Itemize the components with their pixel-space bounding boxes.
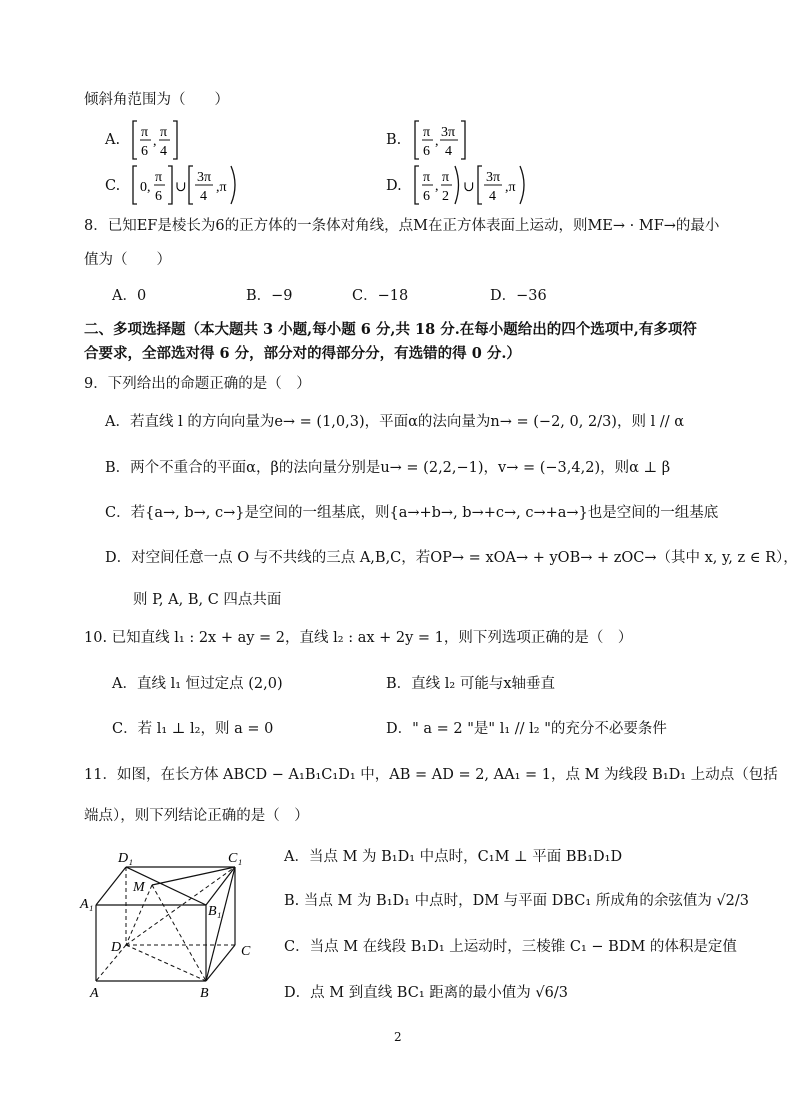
svg-text:4: 4 [445, 144, 452, 159]
q10-option-b: B．直线 l₂ 可能与x轴垂直 [386, 676, 556, 692]
label-b1: B₁ [208, 904, 222, 919]
q10-option-c: C．若 l₁ ⊥ l₂，则 a = 0 [112, 721, 274, 737]
q11-option-c: C．当点 M 在线段 B₁D₁ 上运动时，三棱锥 C₁ − BDM 的体积是定值 [284, 939, 737, 955]
svg-text:,: , [435, 179, 439, 194]
label-d1: D₁ [118, 851, 133, 866]
q9-option-d-cont: 则 P, A, B, C 四点共面 [133, 592, 282, 608]
q7-option-b-formula [412, 118, 482, 162]
q10-stem: 10. 已知直线 l₁ : 2x + ay = 2，直线 l₂ : ax + 2y = 1，则下列选项正确的是（ ） [84, 630, 633, 646]
cuboid-figure [78, 845, 268, 1005]
label-b: B [200, 986, 209, 1001]
svg-text:π: π [423, 170, 431, 185]
svg-text:π: π [442, 170, 450, 185]
q11-option-b: B. 当点 M 为 B₁D₁ 中点时，DM 与平面 DBC₁ 所成角的余弦值为 √2/3 [284, 893, 750, 909]
q9-stem: 9．下列给出的命题正确的是（ ） [84, 376, 311, 392]
svg-text:π: π [423, 125, 431, 140]
q9-option-a: A．若直线 l 的方向向量为e→ = (1,0,3)，平面α的法向量为n→ = (−2, 0, 2/3)，则 l // α [105, 414, 684, 430]
q11-stem: 11．如图，在长方体 ABCD − A₁B₁C₁D₁ 中，AB = AD = 2, AA₁ = 1，点 M 为线段 B₁D₁ 上动点（包括 [84, 767, 778, 783]
svg-text:,π: ,π [216, 180, 227, 195]
q7-option-a-formula [130, 118, 190, 162]
q8-stem-cont: 值为（ ） [84, 252, 171, 268]
svg-text:3π: 3π [441, 125, 456, 140]
label-a1: A₁ [80, 897, 94, 912]
q11-stem-cont: 端点），则下列结论正确的是（ ） [84, 808, 309, 824]
label-c1: C₁ [228, 851, 243, 866]
section2-heading-line1: 二、多项选择题（本大题共 3 小题,每小题 6 分,共 18 分.在每小题给出的四个选项中,有多项符 [84, 321, 697, 338]
q7-option-c-formula [130, 163, 250, 207]
svg-text:0,: 0, [140, 180, 151, 195]
svg-text:4: 4 [489, 189, 496, 204]
q8-option-a: A．0 [112, 288, 147, 304]
q7-option-d-formula [412, 163, 532, 207]
svg-text:,: , [153, 134, 157, 149]
svg-text:6: 6 [423, 189, 430, 204]
svg-text:∪: ∪ [175, 179, 187, 195]
q9-option-b: B．两个不重合的平面α，β的法向量分别是u→ = (2,2,−1)，v→ = (−3,4,2)，则α ⊥ β [105, 460, 671, 476]
svg-text:6: 6 [141, 144, 148, 159]
svg-text:∪: ∪ [463, 179, 475, 195]
svg-text:,π: ,π [505, 180, 516, 195]
q10-option-d: D．" a = 2 "是" l₁ // l₂ "的充分不必要条件 [386, 721, 667, 737]
label-d: D [111, 940, 122, 955]
q11-option-d: D．点 M 到直线 BC₁ 距离的最小值为 √6/3 [284, 985, 568, 1001]
label-c: C [241, 944, 251, 959]
svg-text:6: 6 [155, 189, 162, 204]
q9-option-d: D．对空间任意一点 O 与不共线的三点 A,B,C，若OP→ = xOA→ + yOB→ + zOC→（其中 x, y, z ∈ R）， [105, 550, 798, 566]
svg-text:4: 4 [200, 189, 207, 204]
q10-option-a: A．直线 l₁ 恒过定点 (2,0) [112, 676, 283, 692]
svg-text:4: 4 [160, 144, 167, 159]
q8-option-c: C．−18 [352, 288, 409, 304]
q7-option-c-letter: C. [105, 178, 121, 194]
q8-stem: 8．已知EF是棱长为6的正方体的一条体对角线，点M在正方体表面上运动，则ME→ · MF→的最小 [84, 218, 720, 234]
q8-option-b: B．−9 [246, 288, 293, 304]
svg-text:3π: 3π [486, 170, 501, 185]
svg-text:,: , [435, 134, 439, 149]
q8-option-d: D．−36 [490, 288, 547, 304]
svg-text:2: 2 [442, 189, 449, 204]
svg-text:π: π [160, 125, 168, 140]
svg-text:π: π [155, 170, 163, 185]
q7-option-a-letter: A. [105, 132, 121, 148]
label-a: A [90, 986, 99, 1001]
q11-option-a: A．当点 M 为 B₁D₁ 中点时，C₁M ⊥ 平面 BB₁D₁D [284, 849, 623, 865]
page-number: 2 [394, 1030, 402, 1044]
q7-option-d-letter: D. [386, 178, 402, 194]
svg-text:3π: 3π [197, 170, 212, 185]
svg-text:6: 6 [423, 144, 430, 159]
svg-text:π: π [141, 125, 149, 140]
q7-option-b-letter: B. [386, 132, 402, 148]
label-m: M [133, 880, 145, 895]
section2-heading-line2: 合要求，全部选对得 6 分，部分对的得部分分，有选错的得 0 分.） [84, 345, 521, 362]
q9-option-c: C．若{a→, b→, c→}是空间的一组基底，则{a→+b→, b→+c→, c→+a→}也是空间的一组基底 [105, 505, 719, 521]
q7-tail: 倾斜角范围为（ ） [84, 92, 229, 108]
